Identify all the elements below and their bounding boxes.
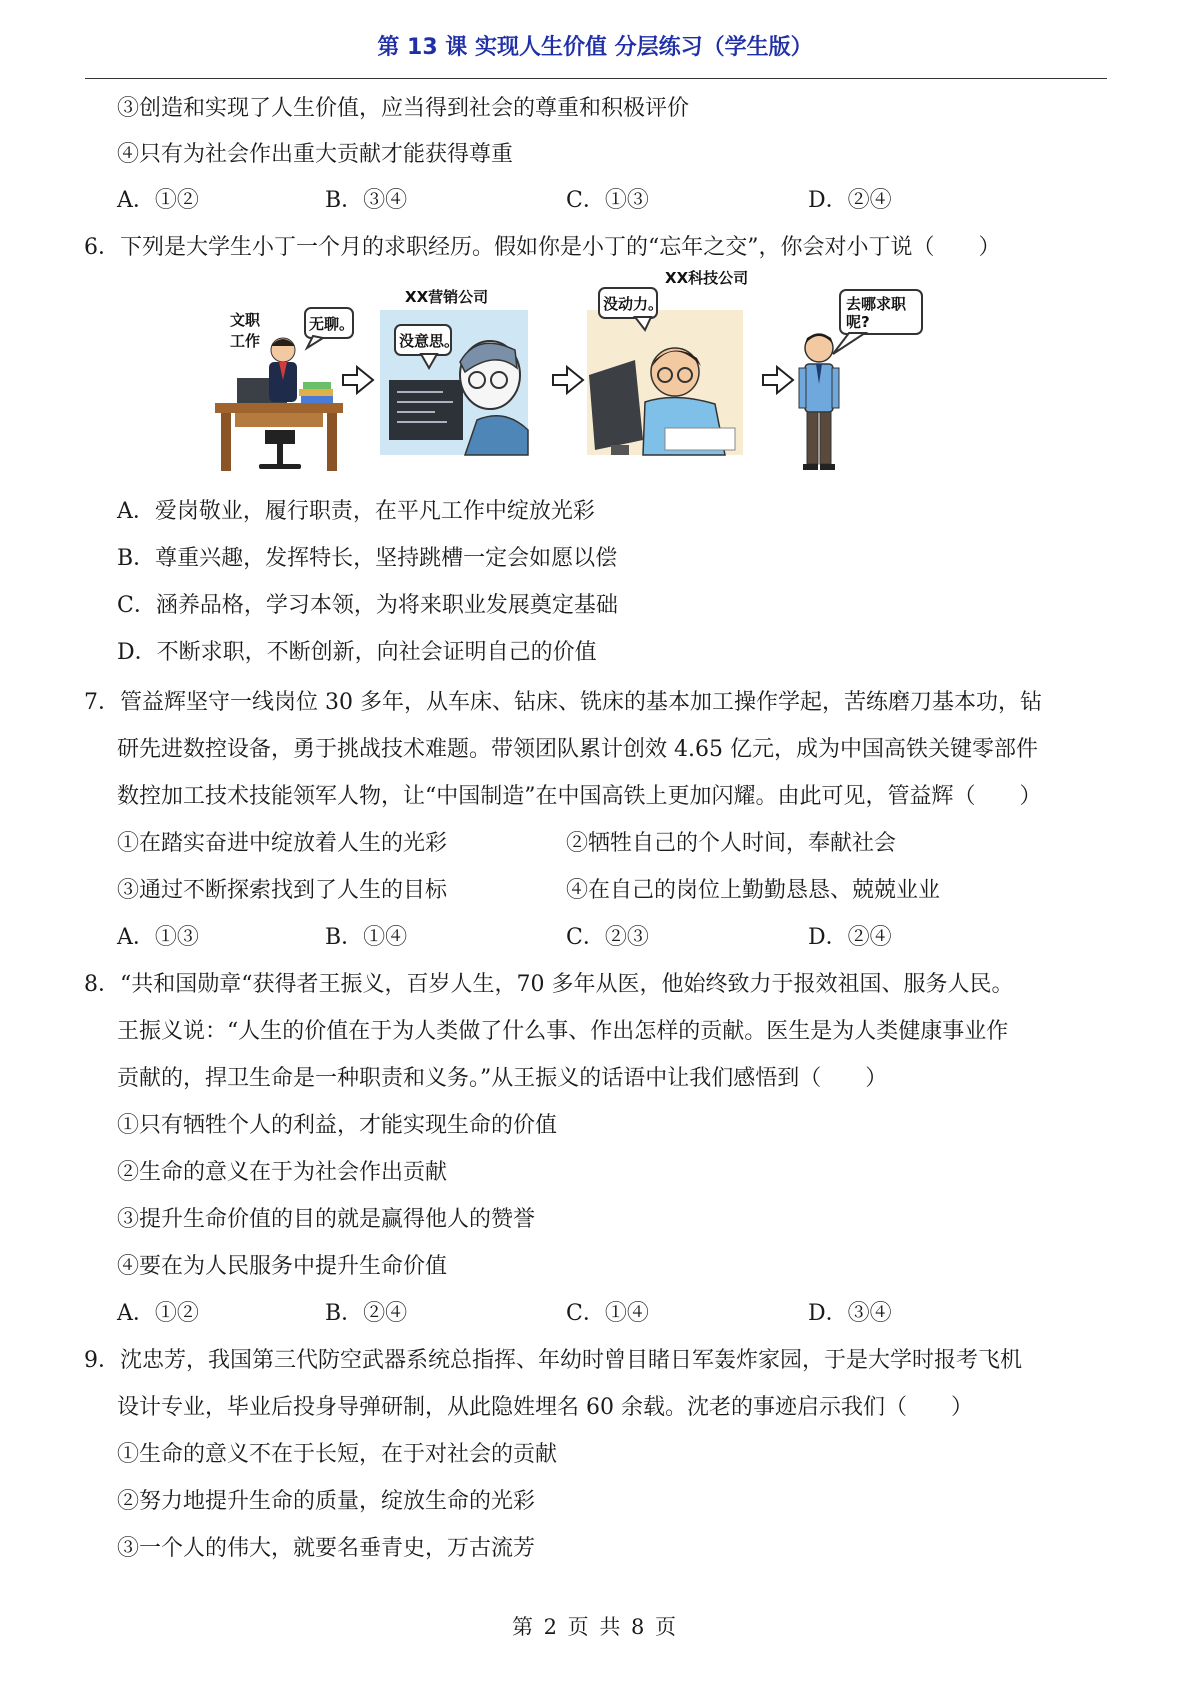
comic-panel-office: [215, 308, 354, 471]
q8-item-4: ④要在为人民服务中提升生命价值: [117, 1254, 448, 1279]
q5-option-d: D．②④: [808, 188, 892, 213]
comic-arrow-3: [763, 367, 793, 393]
q5-option-c: C．①③: [566, 188, 649, 213]
comic-label-line1: 文职: [230, 311, 261, 329]
q9-stem-line1: 9．沈忠芳，我国第三代防空武器系统总指挥、年幼时曾目睹日军轰炸家园，于是大学时报考飞机: [84, 1348, 1023, 1373]
header-divider: [85, 78, 1107, 79]
page-footer: 第 2 页 共 8 页: [511, 1615, 679, 1639]
q7-item-1: ①在踏实奋进中绽放着人生的光彩: [117, 831, 448, 856]
q6-option-a: A．爱岗敬业，履行职责，在平凡工作中绽放光彩: [117, 499, 595, 524]
comic-panel-wondering: [799, 290, 922, 470]
comic-panel-tech: [587, 269, 748, 455]
comic-bubble-where-line1: 去哪求职: [846, 295, 907, 313]
q8-stem-line2: 王振义说：“人生的价值在于为人类做了什么事、作出怎样的贡献。医生是为人类健康事业作: [117, 1019, 1009, 1044]
q5-option-b: B．③④: [325, 188, 408, 213]
q7-option-d: D．②④: [808, 925, 892, 950]
comic-company-tech: XX科技公司: [665, 269, 749, 287]
q6-option-d: D．不断求职，不断创新，向社会证明自己的价值: [117, 640, 597, 665]
q7-option-a: A．①③: [117, 925, 199, 950]
q6-option-c: C．涵养品格，学习本领，为将来职业发展奠定基础: [117, 593, 618, 618]
page-header-title: 第 13 课 实现人生价值 分层练习（学生版）: [377, 35, 813, 60]
q5-option-a: A．①②: [117, 188, 199, 213]
comic-company-marketing: XX营销公司: [405, 288, 489, 306]
q7-item-4: ④在自己的岗位上勤勤恳恳、兢兢业业: [566, 878, 941, 903]
q8-option-c: C．①④: [566, 1301, 649, 1326]
q7-item-3: ③通过不断探索找到了人生的目标: [117, 878, 448, 903]
comic-bubble-boring: 无聊。: [309, 315, 355, 333]
comic-bubble-where-line2: 呢?: [846, 313, 870, 331]
q8-stem-line1: 8．“共和国勋章“获得者王振义，百岁人生，70 多年从医，他始终致力于报效祖国、服务人民。: [84, 972, 1014, 997]
comic-panel-marketing: [380, 288, 528, 455]
q7-stem-line3: 数控加工技术技能领军人物，让“中国制造”在中国高铁上更加闪耀。由此可见，管益辉（ ）: [117, 784, 1042, 809]
q6-job-comic: [215, 269, 995, 490]
q7-stem-line1: 7．管益辉坚守一线岗位 30 多年，从车床、钻床、铣床的基本加工操作学起，苦练磨刀基本功，钻: [84, 690, 1042, 715]
q9-item-2: ②努力地提升生命的质量，绽放生命的光彩: [117, 1489, 536, 1514]
q9-item-3: ③一个人的伟大，就要名垂青史，万古流芳: [117, 1536, 536, 1561]
comic-label-line2: 工作: [230, 332, 261, 350]
q5-item-3: ③创造和实现了人生价值，应当得到社会的尊重和积极评价: [117, 96, 690, 121]
q7-option-c: C．②③: [566, 925, 649, 950]
q8-stem-line3: 贡献的，捍卫生命是一种职责和义务。”从王振义的话语中让我们感悟到（ ）: [117, 1066, 888, 1091]
q5-item-4: ④只有为社会作出重大贡献才能获得尊重: [117, 142, 514, 167]
comic-bubble-meaningless: 没意思。: [399, 332, 460, 350]
q7-item-2: ②牺牲自己的个人时间，奉献社会: [566, 831, 897, 856]
q8-item-3: ③提升生命价值的目的就是赢得他人的赞誉: [117, 1207, 536, 1232]
q8-option-b: B．②④: [325, 1301, 408, 1326]
q6-stem: 6．下列是大学生小丁一个月的求职经历。假如你是小丁的“忘年之交”，你会对小丁说（ ）: [84, 235, 1001, 260]
q9-stem-line2: 设计专业，毕业后投身导弹研制，从此隐姓埋名 60 余载。沈老的事迹启示我们（ ）: [117, 1395, 973, 1420]
comic-bubble-unmotivated: 没动力。: [603, 295, 664, 313]
comic-arrow-1: [343, 367, 373, 393]
comic-arrow-2: [553, 367, 583, 393]
q8-option-d: D．③④: [808, 1301, 892, 1326]
q8-item-1: ①只有牺牲个人的利益，才能实现生命的价值: [117, 1113, 558, 1138]
q8-option-a: A．①②: [117, 1301, 199, 1326]
q6-option-b: B．尊重兴趣，发挥特长，坚持跳槽一定会如愿以偿: [117, 546, 618, 571]
q9-item-1: ①生命的意义不在于长短，在于对社会的贡献: [117, 1442, 558, 1467]
q7-option-b: B．①④: [325, 925, 408, 950]
q8-item-2: ②生命的意义在于为社会作出贡献: [117, 1160, 448, 1185]
q7-stem-line2: 研先进数控设备，勇于挑战技术难题。带领团队累计创效 4.65 亿元，成为中国高铁关键零部件: [117, 737, 1038, 762]
